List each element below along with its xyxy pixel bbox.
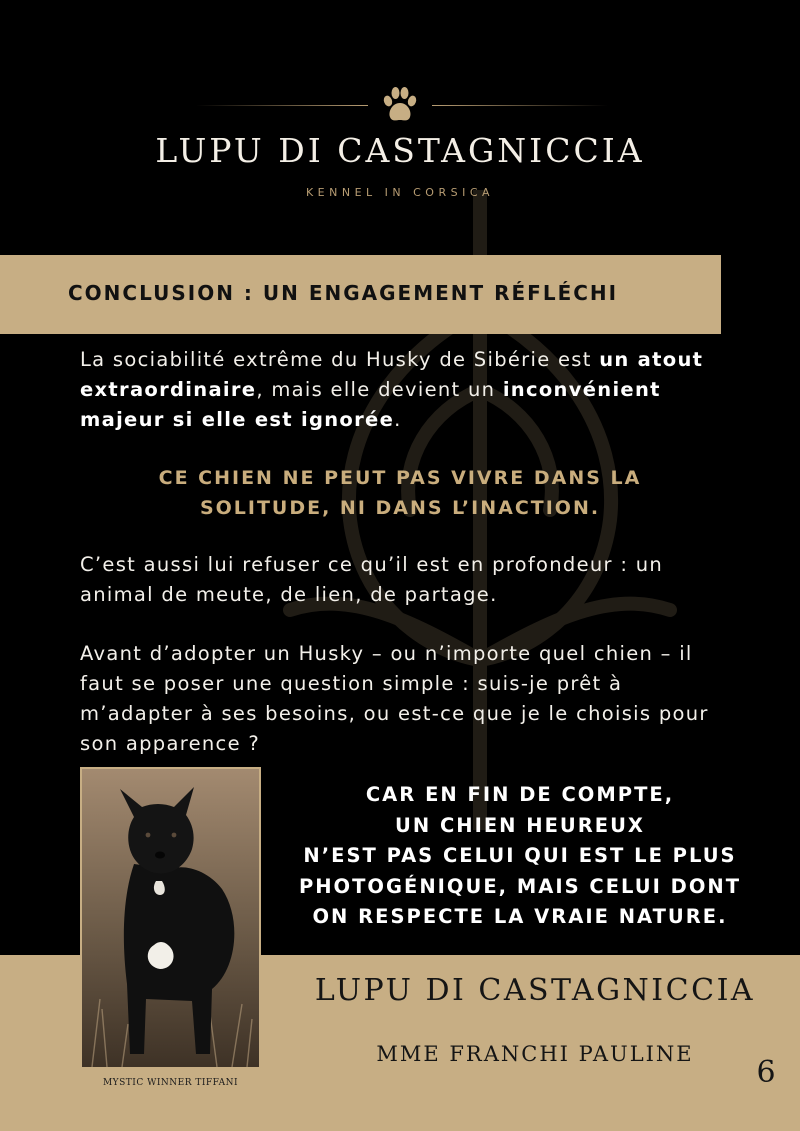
text-span: , mais elle devient un — [256, 378, 503, 401]
header-rule-right — [432, 105, 608, 106]
bold-text: inconvénient majeur si elle est ignorée — [80, 378, 661, 431]
paragraph-question: Avant d’adopter un Husky – ou n’importe quel chien – il faut se poser une question simple : suis-je prêt à m’adapter à ses besoins, ou est-ce que je le choisis pour son apparence ? — [80, 642, 709, 755]
brand-tagline: KENNEL IN CORSICA — [305, 186, 495, 199]
bold-text: un atout extraordinaire — [80, 348, 704, 401]
photo-caption: MYSTIC WINNER TIFFANI — [102, 1078, 239, 1088]
quote-line: PHOTOGÉNIQUE, MAIS CELUI DONT — [298, 874, 742, 898]
brand-title: LUPU DI CASTAGNICCIA — [155, 131, 645, 170]
section-banner — [0, 255, 721, 334]
section-title: CONCLUSION : UN ENGAGEMENT RÉFLÉCHI — [68, 281, 619, 305]
paragraph-sociability — [80, 345, 740, 435]
quote-line: N’EST PAS CELUI QUI EST LE PLUS — [303, 844, 737, 867]
dog-illustration — [82, 769, 259, 1067]
callout-line: CE CHIEN NE PEUT PAS VIVRE DANS LA — [158, 467, 642, 489]
quote-line: CAR EN FIN DE COMPTE, — [365, 783, 675, 806]
callout-statement — [80, 463, 720, 523]
page-number: 6 — [756, 1055, 776, 1090]
quote-line: ON RESPECTE LA VRAIE NATURE. — [312, 905, 728, 928]
footer-brand: LUPU DI CASTAGNICCIA — [314, 973, 756, 1008]
paw-print-icon — [381, 86, 419, 126]
dog-photo — [80, 767, 261, 1069]
quote-line: UN CHIEN HEUREUX — [395, 813, 645, 837]
text-span: La sociabilité extrême du Husky de Sibérie est — [80, 348, 600, 371]
text-span: . — [394, 408, 402, 431]
closing-quote — [275, 780, 765, 933]
callout-line: SOLITUDE, NI DANS L’INACTION. — [199, 497, 601, 519]
footer-author: MME FRANCHI PAULINE — [376, 1042, 694, 1066]
header-rule-left — [196, 105, 368, 106]
paragraph-nature: C’est aussi lui refuser ce qu’il est en profondeur : un animal de meute, de lien, de partage. — [80, 553, 664, 606]
